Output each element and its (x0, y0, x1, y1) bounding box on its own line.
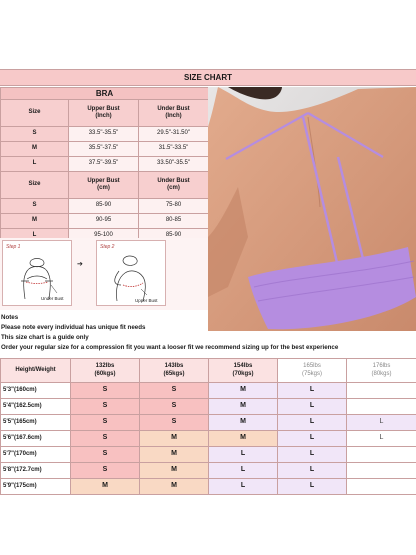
step2-illustration (96, 240, 166, 306)
inch-size: L (1, 157, 69, 172)
size-cell: M (209, 399, 278, 415)
size-cell: L (278, 463, 347, 479)
size-cell (347, 463, 416, 479)
step1-label: Step 1 (6, 244, 21, 250)
height-cell: 5'5"(165cm) (1, 415, 71, 431)
size-cell: S (71, 415, 140, 431)
size-cell: M (71, 479, 140, 495)
size-cell: M (209, 383, 278, 399)
bra-size-table (0, 87, 209, 244)
size-cell: L (347, 431, 416, 447)
inch-under-header (139, 100, 209, 127)
size-cell: L (278, 431, 347, 447)
inch-size: M (1, 142, 69, 157)
cm-under: 85-90 (139, 229, 209, 244)
size-cell (347, 399, 416, 415)
height-cell: 5'3"(160cm) (1, 383, 71, 399)
inch-size-header: Size (1, 100, 69, 127)
cm-under-header (139, 172, 209, 199)
weight-lbs: 143lbs (164, 363, 184, 369)
weight-header (140, 359, 209, 383)
notes-line: Please note every individual has unique fit needs (1, 324, 146, 331)
size-cell: M (140, 447, 209, 463)
size-cell (347, 383, 416, 399)
step2-label: Step 2 (100, 244, 115, 250)
weight-kg: (75kgs) (301, 370, 322, 377)
weight-header (71, 359, 140, 383)
inch-upper: 33.5"-35.5" (69, 127, 139, 142)
cm-upper: 95-100 (69, 229, 139, 244)
size-cell: L (278, 399, 347, 415)
cm-under: 80-85 (139, 214, 209, 229)
size-cell (347, 447, 416, 463)
height-cell: 5'9"(175cm) (1, 479, 71, 495)
weight-header (278, 359, 347, 383)
weight-kg: (60kgs) (94, 370, 116, 377)
weight-lbs: 154lbs (233, 363, 253, 369)
size-cell: S (140, 415, 209, 431)
weight-kg: (65kgs) (163, 370, 185, 377)
size-chart-title: SIZE CHART (0, 69, 416, 86)
cm-under: 75-80 (139, 199, 209, 214)
size-cell: L (278, 447, 347, 463)
weight-lbs: 176lbs (372, 363, 391, 369)
cm-size: S (1, 199, 69, 214)
height-weight-size-table (0, 358, 416, 495)
arrow-icon: ➔ (77, 261, 83, 268)
size-cell (347, 479, 416, 495)
notes-section (1, 313, 416, 353)
size-cell: L (347, 415, 416, 431)
size-cell: L (278, 479, 347, 495)
cm-upper: 90-95 (69, 214, 139, 229)
inch-upper: 37.5"-39.5" (69, 157, 139, 172)
height-cell: 5'4"(162.5cm) (1, 399, 71, 415)
weight-header (347, 359, 416, 383)
size-cell: M (140, 431, 209, 447)
step1-illustration (2, 240, 72, 306)
cm-size-header: Size (1, 172, 69, 199)
height-cell: 5'8"(172.7cm) (1, 463, 71, 479)
cm-upper-header-text: Upper Bust (cm) (87, 177, 120, 191)
cm-upper: 85-90 (69, 199, 139, 214)
notes-line: This size chart is a guide only (1, 334, 89, 341)
sports-bra-back-illustration (208, 87, 416, 331)
step2-upper-bust-label: Upper Bust (135, 298, 158, 303)
inch-upper: 35.5"-37.5" (69, 142, 139, 157)
height-weight-header: Height/Weight (1, 359, 71, 383)
notes-line: Order your regular size for a compression fit you want a looser fit we recommend sizing up for the best experience (1, 344, 339, 351)
inch-under: 31.5"-33.5" (139, 142, 209, 157)
inch-under-header-text: Under Bust (Inch) (157, 105, 190, 119)
size-cell: S (71, 447, 140, 463)
height-cell: 5'6"(167.6cm) (1, 431, 71, 447)
notes-heading: Notes (1, 314, 19, 321)
size-cell: S (140, 383, 209, 399)
weight-lbs: 132lbs (95, 363, 115, 369)
inch-size: S (1, 127, 69, 142)
size-cell: S (140, 399, 209, 415)
size-cell: S (71, 383, 140, 399)
size-cell: M (209, 431, 278, 447)
size-cell: S (71, 399, 140, 415)
weight-kg: (70kgs) (232, 370, 254, 377)
size-cell: S (71, 463, 140, 479)
size-cell: L (278, 383, 347, 399)
size-cell: L (278, 415, 347, 431)
measure-steps (0, 238, 208, 310)
cm-upper-header (69, 172, 139, 199)
inch-under: 33.50"-35.5" (139, 157, 209, 172)
cm-size: M (1, 214, 69, 229)
weight-header (209, 359, 278, 383)
bra-heading: BRA (1, 88, 209, 100)
size-cell: M (140, 479, 209, 495)
step1-under-bust-label: Under Bust (41, 296, 64, 301)
inch-upper-header (69, 100, 139, 127)
size-cell: L (209, 463, 278, 479)
weight-kg: (80kgs) (371, 370, 392, 377)
inch-under: 29.5"-31.50" (139, 127, 209, 142)
size-cell: L (209, 447, 278, 463)
cm-under-header-text: Under Bust (cm) (157, 177, 190, 191)
size-cell: M (140, 463, 209, 479)
size-cell: S (71, 431, 140, 447)
size-cell: L (209, 479, 278, 495)
model-back-photo (208, 87, 416, 331)
height-cell: 5'7"(170cm) (1, 447, 71, 463)
inch-upper-header-text: Upper Bust (Inch) (87, 105, 120, 119)
cm-size: L (1, 229, 69, 244)
weight-lbs: 165lbs (303, 363, 321, 369)
size-cell: M (209, 415, 278, 431)
